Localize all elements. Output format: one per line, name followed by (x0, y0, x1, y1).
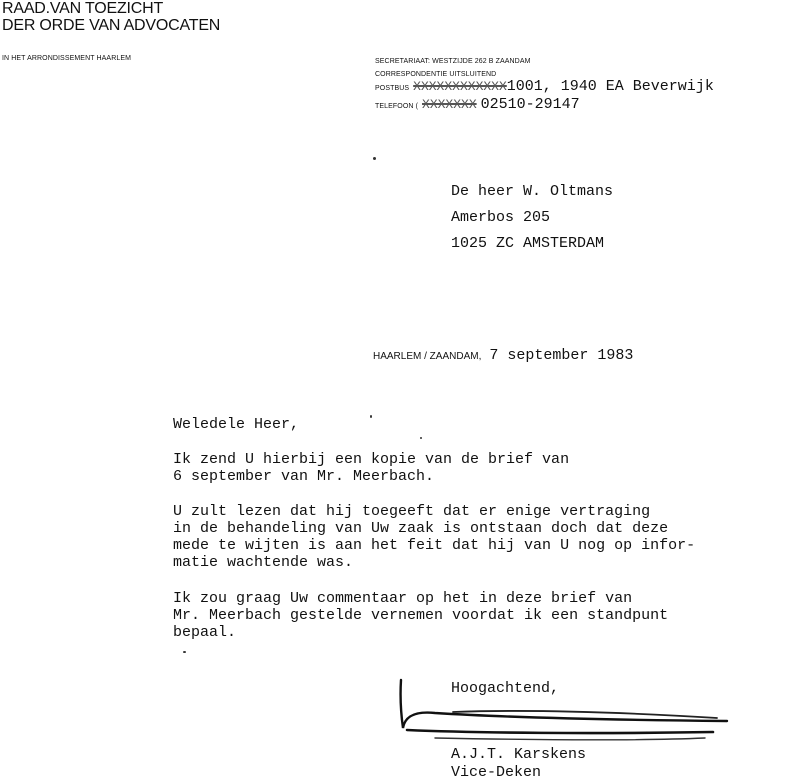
letterhead-district: IN HET ARRONDISSEMENT HAARLEM (2, 55, 132, 62)
closing: Hoogachtend, (451, 680, 560, 697)
phone-line (375, 95, 580, 113)
paragraph-line: U zult lezen dat hij toegeeft dat er enige vertraging (173, 503, 651, 520)
phone-value: 02510-29147 (480, 96, 580, 113)
paragraph-line: matie wachtende was. (173, 554, 354, 571)
paragraph-2 (173, 503, 695, 571)
paragraph-line: mede te wijten is aan het feit dat hij van U nog op infor- (173, 537, 696, 554)
paragraph-line: bepaal. (173, 624, 237, 641)
postbus-value: 1001, 1940 EA Beverwijk (506, 78, 714, 95)
paragraph-1 (173, 451, 569, 485)
paragraph-3 (173, 590, 668, 641)
postbus-struck: XXXXXXXXXXXX (413, 79, 507, 94)
recipient-name: De heer W. Oltmans (451, 183, 614, 200)
speck-mark (420, 437, 422, 439)
speck-mark (183, 651, 186, 653)
recipient-street: Amerbos 205 (451, 209, 551, 226)
place-label: HAARLEM / ZAANDAM, (373, 351, 482, 362)
postbus-label: POSTBUS (375, 85, 410, 92)
signature (395, 676, 735, 748)
signatory-title: Vice-Deken (451, 764, 542, 781)
recipient-city: 1025 ZC AMSTERDAM (451, 235, 605, 252)
place-date-line (373, 346, 633, 364)
paragraph-line: Ik zend U hierbij een kopie van de brief van (173, 451, 570, 468)
speck-mark (373, 157, 376, 160)
phone-struck: XXXXXXX (422, 97, 477, 112)
speck-mark (370, 415, 372, 418)
phone-label: TELEFOON ( (375, 103, 419, 110)
paragraph-line: in de behandeling van Uw zaak is ontstaan doch dat deze (173, 520, 669, 537)
paragraph-line: Ik zou graag Uw commentaar op het in deze brief van (173, 590, 633, 607)
letterhead-line2: DER ORDE VAN ADVOCATEN (2, 17, 221, 34)
letterhead-line1: RAAD.VAN TOEZICHT (2, 0, 164, 17)
paragraph-line: 6 september van Mr. Meerbach. (173, 468, 435, 485)
signatory-name: A.J.T. Karskens (451, 746, 587, 763)
salutation: Weledele Heer, (173, 416, 300, 433)
paragraph-line: Mr. Meerbach gestelde vernemen voordat ik een standpunt (173, 607, 669, 624)
secretariat-address: SECRETARIAAT: WESTZIJDE 262 B ZAANDAM (375, 58, 531, 65)
postbus-line (375, 77, 714, 95)
correspondence-label: CORRESPONDENTIE UITSLUITEND (375, 71, 497, 78)
letter-date: 7 september 1983 (489, 347, 634, 364)
